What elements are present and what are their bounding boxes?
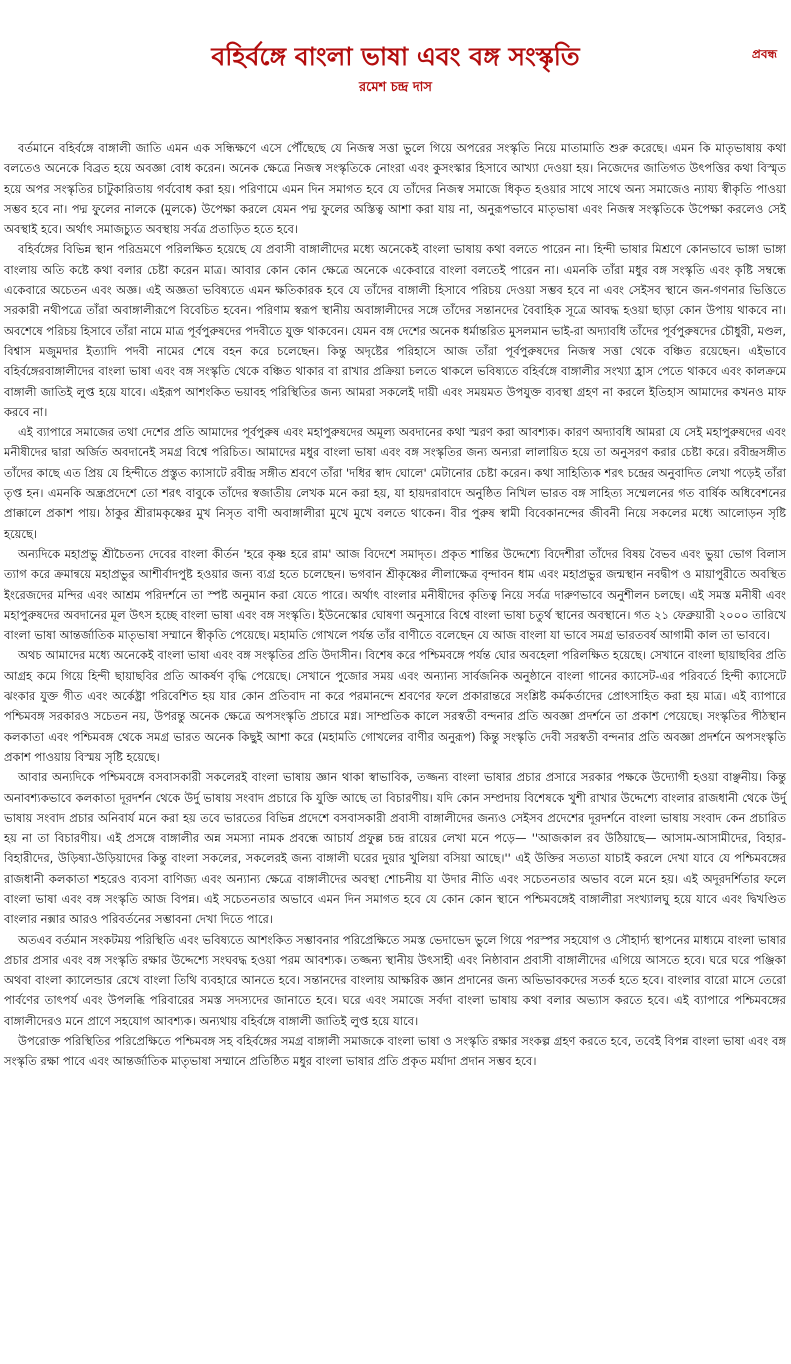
section-tag: প্রবন্ধ [751,47,777,61]
article-body [4,138,786,1072]
paragraph-6: আবার অন্যদিকে পশ্চিমবঙ্গে বসবাসকারী সকলেরই বাংলা ভাষায় জ্ঞান থাকা স্বাভাবিক, তজ্জন্য বাংলা ভাষার প্রচার প্রসারে সরকার পক্ষকে উদ্যোগী হওয়া বাঞ্ছনীয়। কিন্তু অনাবশ্যকভাবে কলকাতা দূরদর্শন থেকে উর্দু ভাষায় সংবাদ প্রচারে কি যুক্তি আছে তা বিচারণীয়। যদি কোন সম্প্রদায় বিশেষকে খুশী রাখার উদ্দেশ্যে বাংলার রাজধানী থেকে উর্দু ভাষায় সংবাদ প্রচার অনিবার্য মনে করা হয় তবে ভারতের বিভিন্ন প্রদেশে বসবাসকারী প্রবাসী বাঙ্গালীদের জন্যও সেইসব প্রদেশের দূরদর্শনে বাংলা ভাষায় সংবাদ কেন প্রচারিত হয় না তা বিচারণীয়। এই প্রসঙ্গে বাঙ্গালীর অন্ন সমস্যা নামক প্রবন্ধে আচার্য প্রফুল্ল চন্দ্র রায়ের লেখা মনে পড়ে— ''আজকাল রব উঠিয়াছে— আসাম-আসামীদের, বিহার-বিহারীদের, উড়িষ্যা-উড়িয়াদের কিন্তু বাংলা সকলের, সকলেরই জন্য বাঙ্গালী ঘরের দুয়ার খুলিয়া বসিয়া আছে।'' এই উক্তির সত্যতা যাচাই করলে দেখা যাবে যে পশ্চিমবঙ্গের রাজধানী কলকাতা শহরেও ব্যবসা বাণিজ্য এবং অন্যান্য ক্ষেত্রে বাঙ্গালীদের অবস্থা শোচনীয় যা উদার নীতি এবং সচেতনতার অভাব বলে মনে হয়। এই অদূরদর্শিতার ফলে বাংলা ভাষা এবং বঙ্গ সংস্কৃতি আজ বিপন্ন। এই সচেতনতার অভাবে এমন দিন সমাগত হবে যে কোন কোন স্থানে পশ্চিমবঙ্গেই বাঙ্গালীরা সংখ্যালঘু হয়ে যাবে এবং দ্বিখণ্ডিত বাংলার নক্সার আরও পরিবর্তনের সম্ভাবনা দেখা দিতে পারে। [4,770,786,927]
paragraph-3: এই ব্যাপারে সমাজের তথা দেশের প্রতি আমাদের পূর্বপুরুষ এবং মহাপুরুষদের অমূল্য অবদানের কথা স্মরণ করা আবশ্যক। কারণ অদ্যাবধি আমরা যে সেই মহাপুরুষদের এবং মনীষীদের দ্বারা অর্জিত অবদানেই সমগ্র বিশ্বে পরিচিত। আমাদের মধুর বাংলা ভাষা এবং বঙ্গ সংস্কৃতির জন্য অন্যরা লালায়িত হয়ে তা অনুসরণ করার চেষ্টা করে। রবীন্দ্রসঙ্গীত তাঁদের কাছে এত প্রিয় যে হিন্দীতে প্রস্তুত ক্যাসাটে রবীন্দ্র সঙ্গীত শ্রবণে তাঁরা 'দধির স্বাদ ঘোলে' মেটানোর চেষ্টা করেন। কথা সাহিত্যিক শরৎ চন্দ্রের অনুবাদিত লেখা পড়েই তাঁরা তৃপ্ত হন। এমনকি অন্ধ্রপ্রদেশে তো শরৎ বাবুকে তাঁদের স্বজাতীয় লেখক মনে করা হয়, যা হায়দরাবাদে অনুষ্ঠিত নিখিল ভারত বঙ্গ সাহিত্য সম্মেলনের গত বার্ষিক অধিবেশনের প্রাক্কালে প্রকাশ পায়। ঠাকুর শ্রীরামকৃষ্ণের মুখ নিসৃত বাণী অবাঙ্গালীরা মুখে মুখে বলতে থাকেন। বীর পুরুষ স্বামী বিবেকানন্দের জীবনী নিয়ে সকলের মধ্যে আলোড়ন সৃষ্টি হয়েছে। [4,425,786,541]
paragraph-8: উপরোক্ত পরিস্থিতির পরিপ্রেক্ষিতে পশ্চিমবঙ্গ সহ বহির্বঙ্গের সমগ্র বাঙ্গালী সমাজকে বাংলা ভাষা ও সংস্কৃতি রক্ষার সংকল্প গ্রহণ করতে হবে, তবেই বিপন্ন বাংলা ভাষা এবং বঙ্গ সংস্কৃতি রক্ষা পাবে এবং আন্তর্জাতিক মাতৃভাষা সম্মানে প্রতিষ্ঠিত মধুর বাংলা ভাষার প্রতি প্রকৃত মর্যাদা প্রদান সম্ভব হবে। [4,1034,786,1069]
paragraph-2: বহির্বঙ্গের বিভিন্ন স্থান পরিভ্রমণে পরিলক্ষিত হয়েছে যে প্রবাসী বাঙ্গালীদের মধ্যে অনেকেই বাংলা ভাষায় কথা বলতে পারেন না। হিন্দী ভাষার মিশ্রণে কোনভাবে ভাঙ্গা ভাঙ্গা বাংলায় অতি কষ্টে কথা বলার চেষ্টা করেন মাত্র। আবার কোন কোন ক্ষেত্রে অনেকে একেবারে বাংলা বলতেই পারেন না। এমনকি তাঁরা মধুর বঙ্গ সংস্কৃতি এবং কৃষ্টি সম্বন্ধে একেবারে অচেতন এবং অজ্ঞ। এই অজ্ঞতা ভবিষ্যতে এমন ক্ষতিকারক হবে যে তাঁদের বাঙ্গালী হিসাবে পরিচয় দেওয়া সম্ভব হবে না এবং সেইসব স্থানে জন-গণনার ভিত্তিতে সরকারী নথীপত্রে তাঁরা অবাঙ্গালীরূপে বিবেচিত হবেন। পরিণাম স্বরূপ স্থানীয় অবাঙ্গালীদের সঙ্গে তাঁদের সন্তানদের বৈবাহিক সূত্রে আবদ্ধ হওয়া ছাড়া কোন উপায় থাকবে না। অবশেষে পরিচয় হিসাবে তাঁরা নামে মাত্র পূর্বপুরুষদের পদবীতে যুক্ত থাকবেন। যেমন বঙ্গ দেশের অনেক ধর্মান্তরিত মুসলমান ভাই-রা অদ্যাবধি তাঁদের পূর্বপুরুষদের চৌধুরী, মণ্ডল, বিশ্বাস মজুমদার ইত্যাদি পদবী নামের শেষে বহন করে চলেছেন। কিন্তু অদৃষ্টের পরিহাসে আজ তাঁরা পূর্বপুরুষদের নিজস্ব সত্তা থেকে বঞ্চিত রয়েছেন। এইভাবে বহির্বঙ্গেরবাঙ্গালীদের বাংলা ভাষা এবং বঙ্গ সংস্কৃতি থেকে বঞ্চিত থাকার বা রাখার প্রক্রিয়া চলতে থাকলে ভবিষ্যতে বহির্বঙ্গে বাঙ্গালীর সংখ্যা হ্রাস পেতে থাকবে এবং কালক্রমে বাঙ্গালী জাতিই লুপ্ত হয়ে যাবে। এইরূপ আশংকিত ভয়াবহ পরিস্থিতির জন্য আমরা সকলেই দায়ী এবং সময়মত উপযুক্ত ব্যবস্থা গ্রহণ না করলে ইতিহাস আমাদের কখনও মাফ করবে না। [4,242,786,419]
paragraph-7: অতএব বর্তমান সংকটময় পরিস্থিতি এবং ভবিষ্যতে আশংকিত সম্ভাবনার পরিপ্রেক্ষিতে সমস্ত ভেদাভেদ ভুলে গিয়ে পরস্পর সহযোগ ও সৌহার্দ্য স্থাপনের মাধ্যমে বাংলা ভাষার প্রচার প্রসার এবং বঙ্গ সংস্কৃতি রক্ষার উদ্দেশ্যে সংঘবদ্ধ হওয়া পরম আবশ্যক। তজ্জন্য স্থানীয় উৎসাহী এবং নিষ্ঠাবান প্রবাসী বাঙ্গালীদের এগিয়ে আসতে হবে। ঘরে ঘরে পঞ্জিকা অথবা বাংলা ক্যালেন্ডার রেখে বাংলা তিথি ব্যবহারে আনতে হবে। সন্তানদের বাংলায় আক্ষরিক জ্ঞান প্রদানের জন্য অভিভাবকদের সতর্ক হতে হবে। বাংলার বারো মাসে তেরো পার্বণের তাৎপর্য এবং উপলব্ধি পরিবারের সমস্ত সদস্যদের জানাতে হবে। ঘরে এবং সমাজে সর্বদা বাংলা ভাষায় কথা বলার অভ্যাস করতে হবে। এই ব্যাপারে পশ্চিমবঙ্গের বাঙ্গালীদেরও মনে প্রাণে সহযোগ আবশ্যক। অন্যথায় বহির্বঙ্গে বাঙ্গালী জাতিই লুপ্ত হয়ে যাবে। [4,932,786,1028]
article-title: বহির্বঙ্গে বাংলা ভাষা এবং বঙ্গ সংস্কৃতি [211,42,580,71]
paragraph-5: অথচ আমাদের মধ্যে অনেকেই বাংলা ভাষা এবং বঙ্গ সংস্কৃতির প্রতি উদাসীন। বিশেষ করে পশ্চিমবঙ্গে পর্যন্ত ঘোর অবহেলা পরিলক্ষিত হয়েছে। সেখানে বাংলা ছায়াছবির প্রতি আগ্রহ কমে গিয়ে হিন্দী ছায়াছবির প্রতি আকর্ষণ বৃদ্ধি পেয়েছে। সেখানে পুজোর সময় এবং অন্যান্য সার্বজনিক অনুষ্ঠানে বাংলা গানের ক্যাসেট-এর পরিবর্তে হিন্দী ক্যাসেটে ঝংকার যুক্ত গীত এবং অর্কেষ্ট্রা পরিবেশিত হয় যার কোন প্রতিবাদ না করে পরমানন্দে শ্রবণের ফলে প্রকারান্তরে সংশ্লিষ্ট কর্মকর্তাদের প্রোৎসাহিত করা হয় মাত্র। এই ব্যাপারে পশ্চিমবঙ্গ সরকারও সচেতন নয়, উপরন্তু অনেক ক্ষেত্রে অপসংস্কৃতি প্রচারে মগ্ন। সাম্প্রতিক কালে সরস্বতী বন্দনার প্রতি অবজ্ঞা প্রদর্শনে তা প্রকাশ পেয়েছে। সংস্কৃতির পীঠস্থান কলকাতা এবং পশ্চিমবঙ্গ থেকে সমগ্র ভারত অনেক কিছুই আশা করে (মহামতি গোখলের বাণীর অনুরূপ) কিন্তু সংস্কৃতি দেবী সরস্বতী বন্দনার প্রতি অবজ্ঞা প্রদর্শনে অপসংস্কৃতি প্রকাশ পাওয়ায় বিস্ময় সৃষ্টি হয়েছে। [4,648,786,764]
author-name: রমেশ চন্দ্র দাস [358,80,433,95]
paragraph-4: অন্যদিকে মহাপ্রভু শ্রীচৈতন্য দেবের বাংলা কীর্তন 'হরে কৃষ্ণ হরে রাম' আজ বিদেশে সমাদৃত। প্রকৃত শান্তির উদ্দেশ্যে বিদেশীরা তাঁদের বিষয় বৈভব এবং ভুয়া ভোগ বিলাস ত্যাগ করে ক্রমান্বয়ে মহাপ্রভুর আশীর্বাদপুষ্ট হওয়ার জন্য ব্যগ্র হতে চলেছেন। ভগবান শ্রীকৃষ্ণের লীলাক্ষেত্র বৃন্দাবন ধাম এবং মহাপ্রভুর জন্মস্থান নবদ্বীপ ও মায়াপুরীতে অবস্থিত ইংরেজদের মন্দির এবং আশ্রম পরিদর্শনে তা স্পষ্ট অনুমান করা যেতে পারে। অর্থাৎ বাংলার মনীষীদের কৃতিত্ব নিয়ে সর্বত্র দারুণভাবে অনুশীলন চলছে। এই সমস্ত মনীষী এবং মহাপুরুষদের অবদানের মূল উৎস হচ্ছে বাংলা ভাষা এবং বঙ্গ সংস্কৃতি। ইউনেস্কোর ঘোষণা অনুসারে বিশ্বে বাংলা ভাষা চতুর্থ স্থানের অবস্থানে। গত ২১ ফেব্রুয়ারী ২০০০ তারিখে বাংলা ভাষা আন্তর্জাতিক মাতৃভাষা সম্মানে স্বীকৃতি পেয়েছে। মহামতি গোখলে পর্যন্ত তাঁর বাণীতে বলেছেন যে আজ বাংলা যা ভাবে সমগ্র ভারতবর্ষ আগামী কাল তা ভাববে। [4,546,786,643]
paragraph-1: বর্তমানে বহির্বঙ্গে বাঙ্গালী জাতি এমন এক সন্ধিক্ষণে এসে পৌঁছেছে যে নিজস্ব সত্তা ভুলে গিয়ে অপরের সংস্কৃতি নিয়ে মাতামাতি শুরু করেছে। এমন কি মাতৃভাষায় কথা বলতেও অনেকে বিব্রত হয়ে অবজ্ঞা বোধ করেন। অনেক ক্ষেত্রে নিজস্ব সংস্কৃতিকে নোংরা এবং কুসংস্কার হিসাবে আখ্যা দেওয়া হয়। নিজেদের জাতিগত উৎপত্তির কথা বিস্মৃত হয়ে অপর সংস্কৃতির চাটুকারিতায় গর্ববোধ করা হয়। পরিণামে এমন দিন সমাগত হবে যে তাঁদের নিজস্ব সমাজে ধিকৃত হওয়ার সাথে সাথে অন্য সমাজেও ন্যায্য স্বীকৃতি পাওয়া সম্ভব হবে না। পদ্ম ফুলের নালকে (মুলকে) উপেক্ষা করলে যেমন পদ্ম ফুলের অস্তিত্ব আশা করা যায় না, অনুরূপভাবে মাতৃভাষা এবং নিজস্ব সংস্কৃতিকে উপেক্ষা করলেও সেই অবস্থাই হবে। অর্থাৎ সমাজচ্যুত অবস্থায় সর্বত্র প্রতাড়িত হতে হবে। [4,141,786,237]
